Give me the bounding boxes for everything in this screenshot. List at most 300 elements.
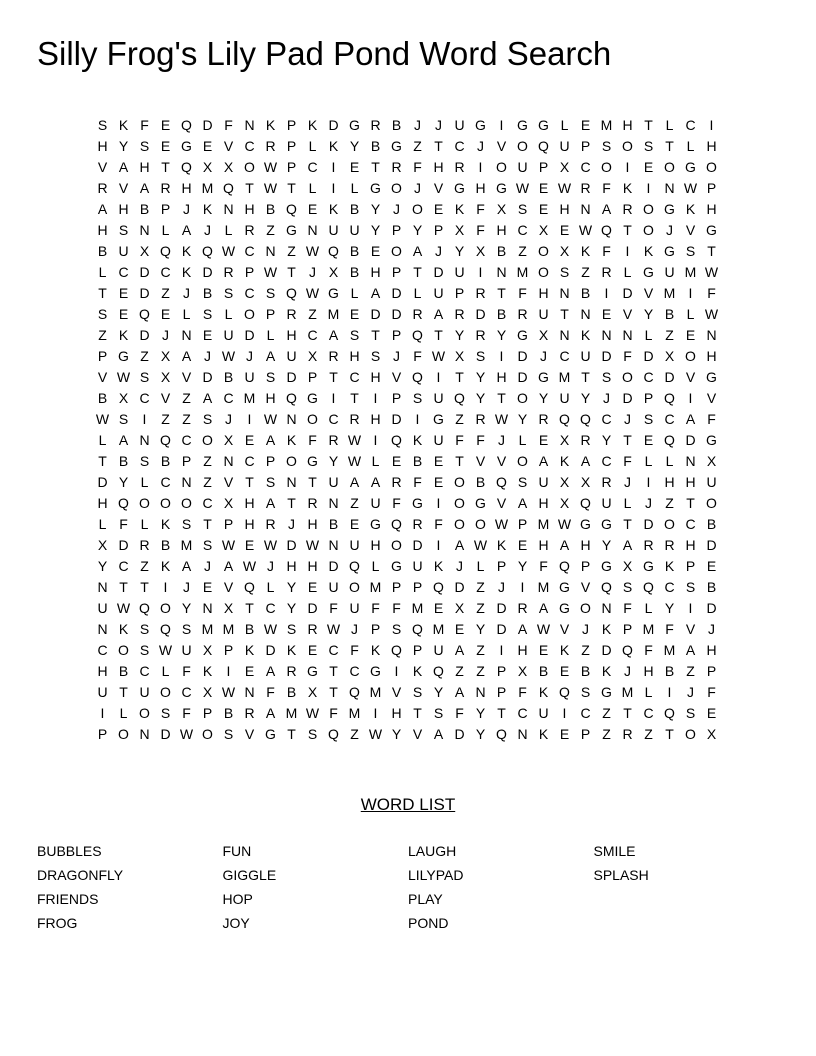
- grid-letter: M: [684, 264, 697, 280]
- grid-letter: G: [706, 369, 717, 385]
- grid-letter: T: [98, 285, 107, 301]
- grid-letter: L: [224, 306, 233, 322]
- grid-letter: X: [454, 600, 465, 616]
- grid-letter: D: [139, 327, 150, 343]
- grid-letter: B: [349, 264, 360, 280]
- grid-letter: P: [580, 138, 591, 154]
- grid-letter: D: [265, 642, 276, 658]
- grid-letter: H: [97, 663, 108, 679]
- word-list-item: FROG: [37, 915, 78, 931]
- grid-letter: S: [97, 306, 108, 322]
- grid-letter: N: [622, 327, 633, 343]
- grid-letter: R: [265, 138, 276, 154]
- grid-letter: X: [223, 495, 234, 511]
- grid-letter: E: [580, 117, 591, 133]
- grid-letter: L: [686, 138, 695, 154]
- grid-letter: S: [517, 474, 528, 490]
- grid-letter: O: [643, 222, 654, 238]
- grid-letter: F: [623, 348, 632, 364]
- grid-letter: C: [349, 663, 360, 679]
- grid-letter: T: [287, 495, 296, 511]
- grid-letter: Z: [287, 243, 296, 259]
- page-title: Silly Frog's Lily Pad Pond Word Search: [37, 35, 612, 72]
- grid-letter: Z: [581, 642, 590, 658]
- grid-letter: K: [286, 642, 297, 658]
- grid-letter: N: [202, 600, 213, 616]
- grid-letter: V: [580, 579, 591, 595]
- grid-letter: J: [288, 516, 295, 532]
- grid-letter: L: [98, 516, 107, 532]
- grid-letter: S: [412, 684, 423, 700]
- grid-letter: V: [433, 180, 444, 196]
- grid-letter: A: [454, 642, 465, 658]
- grid-letter: H: [139, 159, 150, 175]
- grid-letter: X: [538, 222, 549, 238]
- grid-letter: X: [706, 726, 717, 742]
- grid-row: [92, 388, 722, 409]
- grid-letter: V: [643, 285, 654, 301]
- grid-letter: Y: [286, 600, 297, 616]
- grid-letter: L: [308, 180, 317, 196]
- grid-letter: H: [97, 222, 108, 238]
- grid-letter: I: [163, 579, 168, 595]
- grid-letter: L: [371, 558, 380, 574]
- grid-letter: B: [349, 201, 360, 217]
- grid-letter: T: [623, 705, 632, 721]
- grid-letter: X: [223, 432, 234, 448]
- grid-letter: O: [538, 243, 549, 259]
- grid-letter: C: [601, 453, 612, 469]
- grid-letter: D: [139, 264, 150, 280]
- grid-letter: L: [560, 117, 569, 133]
- grid-letter: L: [350, 285, 359, 301]
- grid-letter: C: [328, 642, 339, 658]
- grid-letter: X: [559, 432, 570, 448]
- grid-letter: F: [392, 600, 401, 616]
- grid-letter: D: [685, 432, 696, 448]
- grid-letter: X: [307, 348, 318, 364]
- grid-letter: P: [391, 390, 402, 406]
- grid-letter: P: [412, 642, 423, 658]
- grid-letter: N: [580, 201, 591, 217]
- grid-letter: F: [518, 684, 527, 700]
- grid-letter: V: [496, 453, 507, 469]
- grid-letter: V: [685, 621, 696, 637]
- grid-letter: H: [97, 138, 108, 154]
- grid-letter: K: [412, 432, 423, 448]
- word-list-item: DRAGONFLY: [37, 867, 124, 883]
- grid-letter: J: [414, 180, 421, 196]
- grid-letter: R: [391, 474, 402, 490]
- grid-row: [92, 283, 722, 304]
- grid-letter: R: [412, 516, 423, 532]
- grid-letter: A: [265, 432, 276, 448]
- grid-letter: E: [559, 222, 570, 238]
- grid-letter: F: [476, 432, 485, 448]
- grid-letter: U: [412, 558, 423, 574]
- grid-letter: Z: [98, 327, 107, 343]
- grid-letter: G: [580, 516, 591, 532]
- grid-letter: H: [244, 201, 255, 217]
- word-list-item: FRIENDS: [37, 891, 99, 907]
- grid-letter: Q: [622, 642, 633, 658]
- grid-letter: L: [686, 306, 695, 322]
- grid-letter: R: [622, 726, 633, 742]
- grid-letter: D: [454, 726, 465, 742]
- grid-letter: H: [685, 537, 696, 553]
- grid-letter: O: [118, 642, 129, 658]
- grid-letter: B: [118, 453, 129, 469]
- grid-letter: D: [328, 117, 339, 133]
- grid-letter: U: [601, 495, 612, 511]
- grid-letter: R: [475, 411, 486, 427]
- grid-letter: U: [97, 600, 108, 616]
- grid-letter: T: [497, 390, 506, 406]
- grid-row: [92, 325, 722, 346]
- grid-letter: O: [664, 159, 675, 175]
- grid-letter: W: [263, 537, 278, 553]
- grid-letter: N: [475, 684, 486, 700]
- grid-letter: C: [454, 138, 465, 154]
- grid-letter: L: [98, 264, 107, 280]
- grid-letter: I: [520, 579, 525, 595]
- word-list-column: [408, 839, 594, 935]
- grid-letter: F: [476, 201, 485, 217]
- grid-letter: G: [433, 411, 444, 427]
- grid-letter: G: [538, 369, 549, 385]
- grid-letter: M: [516, 264, 529, 280]
- grid-letter: P: [244, 264, 255, 280]
- grid-letter: X: [202, 159, 213, 175]
- grid-letter: B: [97, 390, 108, 406]
- grid-letter: B: [664, 663, 675, 679]
- grid-letter: G: [265, 726, 276, 742]
- grid-letter: G: [664, 201, 675, 217]
- grid-letter: D: [433, 264, 444, 280]
- grid-letter: R: [328, 432, 339, 448]
- grid-letter: R: [622, 201, 633, 217]
- grid-letter: B: [202, 285, 213, 301]
- grid-letter: Y: [433, 684, 444, 700]
- grid-letter: N: [244, 684, 255, 700]
- grid-letter: L: [665, 117, 674, 133]
- grid-letter: C: [601, 411, 612, 427]
- word-list-heading: WORD LIST: [360, 795, 456, 814]
- grid-letter: H: [580, 537, 591, 553]
- grid-letter: Q: [223, 180, 234, 196]
- grid-letter: M: [285, 705, 298, 721]
- grid-letter: E: [685, 327, 696, 343]
- grid-letter: K: [118, 117, 129, 133]
- grid-letter: M: [327, 306, 340, 322]
- grid-letter: U: [454, 117, 465, 133]
- grid-letter: Z: [476, 600, 485, 616]
- grid-letter: L: [266, 327, 275, 343]
- grid-letter: U: [139, 684, 150, 700]
- grid-letter: H: [706, 348, 717, 364]
- grid-letter: Y: [517, 558, 528, 574]
- grid-letter: S: [202, 537, 213, 553]
- grid-letter: I: [373, 390, 378, 406]
- grid-letter: I: [499, 642, 504, 658]
- grid-letter: H: [685, 474, 696, 490]
- grid-letter: O: [643, 201, 654, 217]
- grid-letter: Z: [665, 495, 674, 511]
- grid-letter: G: [370, 180, 381, 196]
- grid-letter: U: [328, 579, 339, 595]
- grid-letter: C: [244, 453, 255, 469]
- grid-letter: U: [223, 327, 234, 343]
- grid-letter: B: [706, 579, 717, 595]
- grid-letter: F: [392, 495, 401, 511]
- grid-letter: C: [664, 411, 675, 427]
- grid-letter: D: [202, 117, 213, 133]
- grid-letter: G: [517, 327, 528, 343]
- grid-letter: D: [496, 621, 507, 637]
- grid-letter: N: [517, 726, 528, 742]
- grid-letter: I: [688, 390, 693, 406]
- grid-letter: R: [244, 705, 255, 721]
- grid-letter: D: [454, 579, 465, 595]
- grid-letter: I: [499, 348, 504, 364]
- grid-letter: V: [97, 369, 108, 385]
- grid-letter: O: [622, 138, 633, 154]
- grid-letter: Z: [518, 243, 527, 259]
- grid-letter: F: [413, 348, 422, 364]
- grid-letter: Q: [454, 390, 465, 406]
- grid-letter: L: [644, 327, 653, 343]
- grid-row: [92, 346, 722, 367]
- grid-letter: C: [559, 348, 570, 364]
- grid-letter: Z: [203, 474, 212, 490]
- grid-letter: A: [601, 201, 612, 217]
- grid-letter: R: [328, 348, 339, 364]
- grid-letter: I: [331, 180, 336, 196]
- grid-letter: R: [139, 537, 150, 553]
- grid-letter: W: [221, 348, 236, 364]
- grid-letter: I: [499, 117, 504, 133]
- grid-letter: N: [685, 453, 696, 469]
- grid-letter: T: [686, 495, 695, 511]
- grid-letter: W: [557, 516, 572, 532]
- grid-letter: Q: [559, 411, 570, 427]
- grid-letter: Y: [643, 306, 654, 322]
- grid-letter: E: [433, 201, 444, 217]
- grid-letter: L: [308, 138, 317, 154]
- grid-letter: H: [517, 642, 528, 658]
- grid-letter: S: [265, 369, 276, 385]
- grid-letter: Q: [601, 222, 612, 238]
- grid-letter: E: [202, 327, 213, 343]
- grid-letter: C: [118, 264, 129, 280]
- grid-letter: Q: [391, 642, 402, 658]
- grid-letter: D: [622, 285, 633, 301]
- grid-letter: L: [623, 264, 632, 280]
- grid-letter: T: [413, 264, 422, 280]
- grid-letter: D: [517, 369, 528, 385]
- grid-letter: E: [433, 453, 444, 469]
- grid-letter: E: [202, 579, 213, 595]
- grid-letter: U: [328, 474, 339, 490]
- grid-letter: Q: [643, 579, 654, 595]
- grid-row: [92, 451, 722, 472]
- word-list-column: [594, 839, 780, 935]
- grid-letter: U: [517, 159, 528, 175]
- grid-letter: A: [370, 285, 381, 301]
- grid-letter: H: [370, 369, 381, 385]
- grid-letter: L: [476, 558, 485, 574]
- grid-letter: P: [307, 369, 318, 385]
- grid-letter: Q: [349, 684, 360, 700]
- grid-letter: M: [222, 621, 235, 637]
- grid-letter: B: [580, 285, 591, 301]
- grid-letter: A: [202, 390, 213, 406]
- grid-letter: B: [412, 453, 423, 469]
- grid-letter: G: [307, 663, 318, 679]
- grid-letter: L: [161, 663, 170, 679]
- grid-letter: V: [706, 390, 717, 406]
- grid-letter: G: [475, 117, 486, 133]
- grid-letter: A: [265, 705, 276, 721]
- grid-letter: F: [539, 558, 548, 574]
- grid-letter: B: [580, 663, 591, 679]
- grid-letter: O: [391, 537, 402, 553]
- grid-letter: S: [580, 684, 591, 700]
- grid-letter: C: [181, 684, 192, 700]
- grid-letter: H: [370, 264, 381, 280]
- grid-letter: F: [182, 663, 191, 679]
- grid-letter: S: [181, 621, 192, 637]
- grid-letter: F: [602, 180, 611, 196]
- grid-letter: G: [475, 495, 486, 511]
- grid-letter: K: [433, 558, 444, 574]
- grid-letter: N: [664, 180, 675, 196]
- grid-letter: W: [536, 621, 551, 637]
- grid-letter: O: [202, 432, 213, 448]
- grid-letter: S: [139, 621, 150, 637]
- grid-letter: T: [665, 138, 674, 154]
- grid-letter: S: [202, 411, 213, 427]
- grid-letter: H: [118, 201, 129, 217]
- grid-letter: U: [559, 390, 570, 406]
- grid-letter: W: [704, 306, 719, 322]
- grid-letter: I: [625, 159, 630, 175]
- grid-letter: X: [454, 222, 465, 238]
- grid-letter: U: [538, 306, 549, 322]
- grid-letter: Q: [328, 726, 339, 742]
- grid-row: [92, 661, 722, 682]
- grid-letter: A: [622, 537, 633, 553]
- grid-letter: V: [475, 453, 486, 469]
- grid-letter: I: [373, 705, 378, 721]
- grid-letter: O: [517, 453, 528, 469]
- grid-letter: L: [371, 453, 380, 469]
- grid-letter: Y: [391, 726, 402, 742]
- grid-letter: J: [204, 222, 211, 238]
- grid-letter: V: [685, 222, 696, 238]
- grid-letter: Z: [140, 558, 149, 574]
- grid-letter: P: [685, 558, 696, 574]
- grid-letter: E: [601, 306, 612, 322]
- grid-letter: Z: [161, 285, 170, 301]
- grid-letter: H: [265, 390, 276, 406]
- grid-letter: S: [685, 705, 696, 721]
- grid-letter: D: [244, 327, 255, 343]
- grid-letter: P: [391, 264, 402, 280]
- grid-letter: F: [140, 117, 149, 133]
- grid-letter: H: [538, 495, 549, 511]
- grid-letter: L: [98, 432, 107, 448]
- grid-letter: Q: [328, 243, 339, 259]
- grid-letter: Q: [664, 390, 675, 406]
- grid-letter: W: [515, 180, 530, 196]
- grid-letter: U: [328, 222, 339, 238]
- grid-letter: N: [601, 600, 612, 616]
- grid-letter: F: [476, 222, 485, 238]
- grid-letter: X: [538, 327, 549, 343]
- grid-letter: Z: [644, 726, 653, 742]
- grid-letter: D: [517, 348, 528, 364]
- grid-letter: D: [328, 558, 339, 574]
- grid-letter: S: [265, 474, 276, 490]
- grid-letter: Q: [496, 726, 507, 742]
- grid-letter: S: [601, 369, 612, 385]
- grid-letter: F: [434, 516, 443, 532]
- grid-letter: U: [370, 495, 381, 511]
- grid-letter: P: [580, 558, 591, 574]
- grid-letter: U: [433, 390, 444, 406]
- grid-letter: T: [497, 705, 506, 721]
- grid-letter: L: [413, 285, 422, 301]
- grid-letter: E: [538, 432, 549, 448]
- grid-letter: G: [517, 117, 528, 133]
- grid-letter: Z: [266, 222, 275, 238]
- grid-row: [92, 304, 722, 325]
- grid-letter: M: [621, 684, 634, 700]
- grid-letter: D: [475, 306, 486, 322]
- grid-letter: N: [580, 306, 591, 322]
- grid-letter: L: [350, 180, 359, 196]
- grid-letter: I: [100, 705, 105, 721]
- grid-letter: G: [181, 138, 192, 154]
- grid-letter: C: [244, 243, 255, 259]
- grid-letter: R: [370, 117, 381, 133]
- grid-letter: P: [496, 663, 507, 679]
- grid-letter: T: [371, 159, 380, 175]
- grid-letter: D: [139, 285, 150, 301]
- grid-row: [92, 493, 722, 514]
- grid-letter: A: [538, 600, 549, 616]
- grid-letter: B: [265, 201, 276, 217]
- grid-letter: X: [202, 684, 213, 700]
- grid-letter: S: [412, 390, 423, 406]
- grid-letter: X: [496, 201, 507, 217]
- grid-letter: D: [643, 516, 654, 532]
- grid-letter: G: [601, 516, 612, 532]
- grid-letter: G: [391, 558, 402, 574]
- grid-letter: M: [600, 117, 613, 133]
- grid-letter: G: [307, 453, 318, 469]
- grid-letter: T: [119, 684, 128, 700]
- grid-letter: Q: [349, 558, 360, 574]
- grid-letter: G: [328, 285, 339, 301]
- grid-letter: H: [475, 180, 486, 196]
- grid-letter: U: [664, 264, 675, 280]
- grid-letter: M: [243, 390, 256, 406]
- grid-letter: W: [326, 621, 341, 637]
- grid-letter: M: [663, 642, 676, 658]
- grid-letter: T: [560, 306, 569, 322]
